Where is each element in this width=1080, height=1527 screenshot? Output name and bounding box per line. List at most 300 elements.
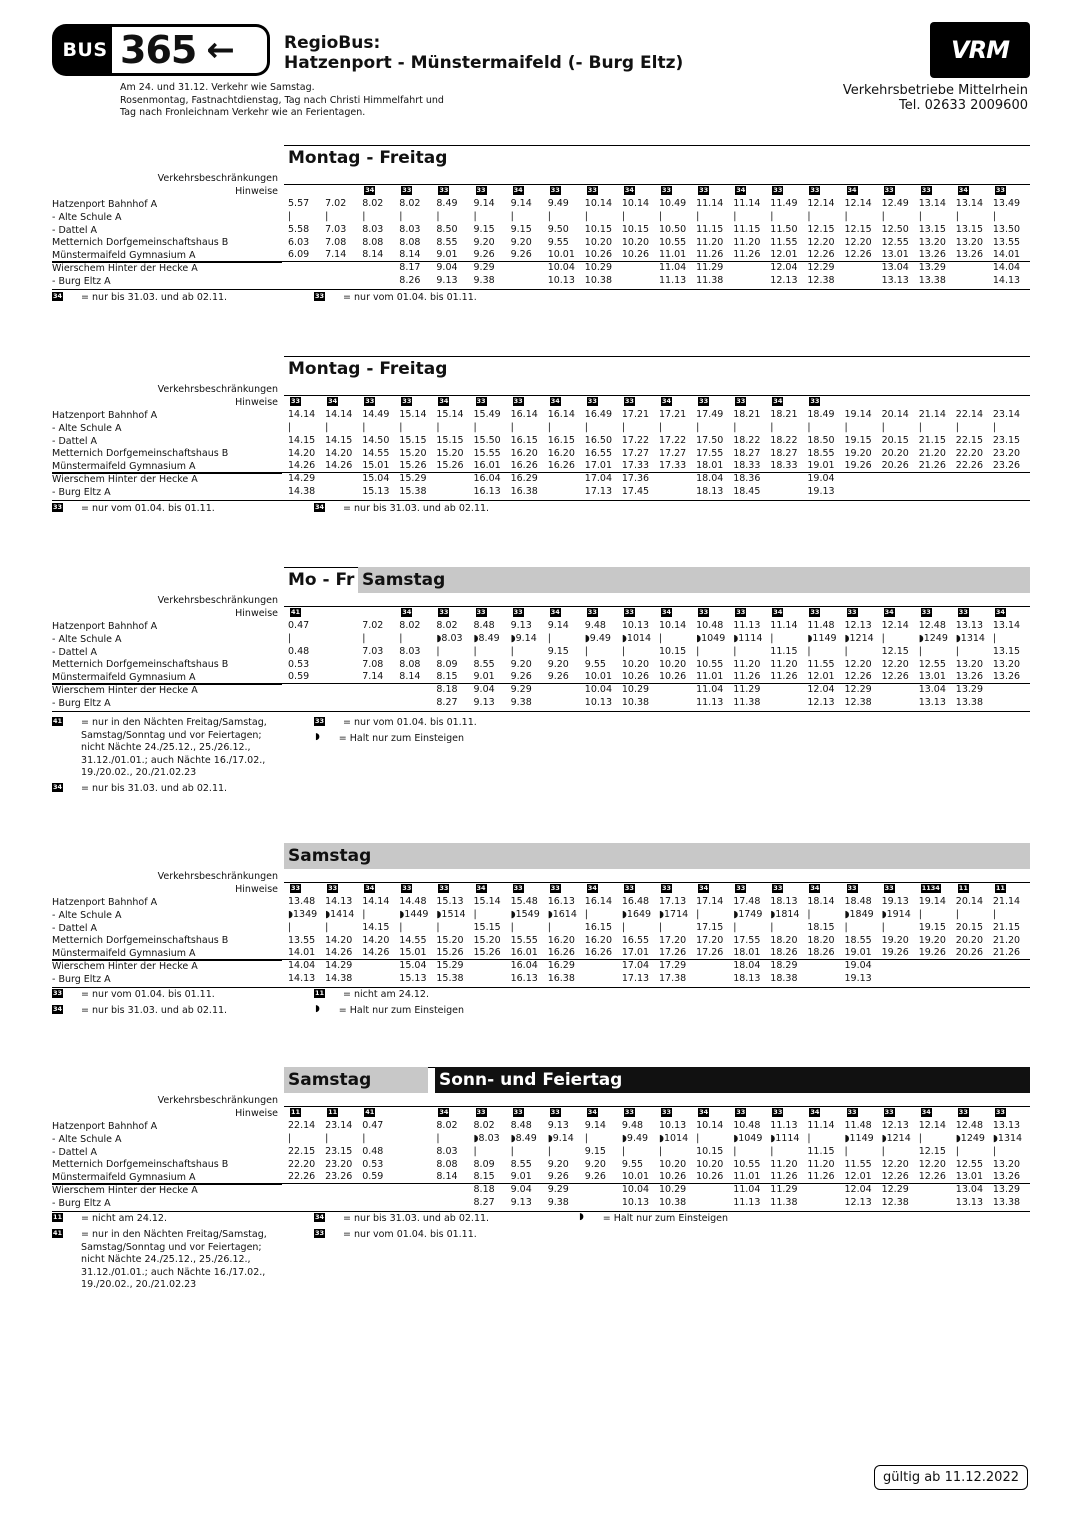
time-cell: 16.01 [510,947,538,959]
time-cell: | [955,645,959,657]
time-cell: 9.26 [510,249,532,261]
time-cell: 8.49 [436,197,458,209]
restriction-badge: 41 [365,1108,375,1116]
time-cell: 14.26 [325,460,353,472]
time-cell: 10.13 [547,275,575,287]
note-cell [622,607,658,620]
note-cell [325,396,361,409]
note-cell [993,883,1029,896]
logo-text: VRM [951,36,1009,64]
time-cell: 13.01 [955,1171,983,1183]
restriction-badge: 34 [699,884,709,892]
time-cell: ◗1814 [770,908,800,920]
time-cell: 7.02 [362,619,384,631]
time-cell: | [362,908,366,920]
legend-badge: ◗ [579,1212,584,1222]
time-cell: 14.26 [325,947,353,959]
time-cell: 8.08 [399,236,421,248]
time-cell: 9.20 [584,1158,606,1170]
time-cell: 10.13 [621,619,650,631]
time-cell: 5.57 [288,197,310,209]
time-cell: 16.26 [547,947,575,959]
restriction-badge: 33 [736,397,746,405]
note-cell [882,883,918,896]
time-cell: 11.55 [844,1158,872,1170]
time-cell: 16.14 [584,895,612,907]
time-cell: 11.01 [696,671,724,683]
stop-name: Münstermaifeld Gymnasium A [52,250,282,263]
restriction-badge: 34 [550,397,560,405]
time-cell: 12.26 [807,249,835,261]
legend-item [314,1229,614,1242]
service-note: Am 24. und 31.12. Verkehr wie Samstag. [120,82,315,93]
bus-label: BUS [62,39,108,61]
time-cell: 11.01 [733,1171,761,1183]
time-cell: 10.55 [733,1158,761,1170]
restriction-badge: 33 [291,884,301,892]
time-cell: ◗1214 [844,632,874,644]
time-cell: 18.38 [770,973,798,985]
bus-badge [52,24,118,76]
restriction-badge: 34 [773,608,783,616]
time-cell: 19.26 [881,947,909,959]
time-cell: ◗1249 [955,1132,985,1144]
restriction-badge: 33 [624,884,634,892]
bottom-rule [52,289,1030,290]
time-cell: ◗9.14 [510,632,537,644]
day-label: Montag - Freitag [288,148,448,168]
bottom-rule [52,500,1030,501]
timetable-row [52,409,1030,422]
restriction-badge: 34 [921,1108,931,1116]
time-cell: ◗1714 [659,908,689,920]
time-cell: 8.02 [436,1119,458,1131]
restriction-badge: 34 [476,884,486,892]
time-cell: | [584,645,588,657]
note-cell [956,883,992,896]
time-cell: 8.27 [473,1197,495,1209]
time-cell: 16.13 [510,973,538,985]
time-cell: 12.13 [807,697,835,709]
legend-text: = nur in den Nächten Freitag/Samstag, Samstag/Sonntag und vor Feiertagen; nicht Nächte 24./25.12., 25./26.12., 31.12./01.01.; auch Nächte 16./17.02., 19./20.02., 20./21.02.23 [81,717,267,778]
timetable-1 [52,145,1030,288]
time-cell: 14.14 [362,895,390,907]
time-cell: 18.48 [844,895,872,907]
time-cell: 14.38 [325,973,353,985]
restriction-badge: 34 [736,186,746,194]
time-cell: | [362,421,366,433]
time-cell: | [770,1145,774,1157]
restriction-badge: 33 [921,608,931,616]
time-cell: 16.38 [547,973,575,985]
note-cell [807,607,843,620]
time-cell: 12.38 [881,1197,909,1209]
time-cell: 16.49 [584,408,612,420]
stop-name: - Dattel A [52,224,98,236]
time-cell: 9.55 [621,1158,644,1170]
timetable-row [52,1197,1030,1210]
time-cell: 13.13 [992,1119,1021,1131]
time-cell: 12.13 [844,1197,872,1209]
time-cell: 10.38 [621,697,650,709]
restriction-badge: 33 [847,1108,857,1116]
time-cell: 11.15 [807,1145,835,1157]
time-cell: 16.13 [473,486,501,498]
time-cell: ◗8.03 [473,1132,500,1144]
time-cell: 10.55 [696,658,724,670]
time-cell: 15.01 [362,460,390,472]
time-cell: 18.13 [733,973,761,985]
time-cell: 15.48 [510,895,538,907]
time-cell: 10.48 [696,619,724,631]
time-cell: 11.14 [733,197,761,209]
restriction-badge: 33 [736,608,746,616]
time-cell: ◗8.49 [473,632,500,644]
restriction-badge: 34 [513,186,523,194]
restriction-badge: 33 [624,397,634,405]
time-cell: 13.38 [918,275,946,287]
stop-name: Metternich Dorfgemeinschaftshaus B [52,935,229,947]
restriction-badge: 33 [662,884,672,892]
time-cell: | [955,908,959,920]
time-cell: 19.20 [881,934,909,946]
timetable-row [52,473,1030,486]
time-cell: ◗1449 [399,908,429,920]
time-cell: 15.04 [399,960,427,972]
note-cell [919,607,955,620]
time-cell: 13.04 [955,1184,983,1196]
timetable-row [52,646,1030,659]
time-cell: ◗1149 [807,632,837,644]
time-cell: 9.14 [547,619,569,631]
timetable-row [52,973,1030,986]
time-cell: 17.26 [659,947,687,959]
note-cell [659,1107,695,1120]
time-cell: 10.14 [659,619,687,631]
restriction-badge: 33 [810,608,820,616]
time-cell: 23.20 [992,447,1021,459]
time-cell: 16.20 [547,447,575,459]
time-cell: 12.48 [918,619,946,631]
time-cell: 16.20 [547,934,575,946]
time-cell: 18.33 [733,460,761,472]
time-cell: 12.20 [918,1158,946,1170]
time-cell: 14.29 [288,473,316,485]
note-cell [325,883,361,896]
time-cell: 18.14 [807,895,835,907]
legend-text: = nur bis 31.03. und ab 02.11. [343,1213,490,1224]
note-cell [807,396,843,409]
vrm-logo [930,22,1030,78]
note-cell [845,185,881,198]
time-cell: 14.49 [362,408,390,420]
time-cell: 12.26 [844,671,872,683]
time-cell: 17.27 [621,447,650,459]
time-cell: | [918,645,922,657]
time-cell: 11.50 [770,223,798,235]
time-cell: 15.15 [473,921,501,933]
timetable-row [52,435,1030,448]
time-cell: 19.13 [881,895,909,907]
legend-item [314,717,614,730]
time-cell: ◗1349 [288,908,318,920]
time-cell: 9.29 [510,684,532,696]
legend-badge: 34 [53,1005,63,1013]
time-cell: 13.04 [918,684,946,696]
time-cell: 18.04 [733,960,761,972]
time-cell: ◗1849 [844,908,874,920]
time-cell: 20.14 [955,895,983,907]
legend-item [314,989,614,1002]
time-cell: 10.20 [659,658,687,670]
stop-name: - Dattel A [52,646,98,658]
time-cell: | [918,1132,922,1144]
time-cell: 19.26 [918,947,946,959]
time-cell: 12.13 [770,275,798,287]
restriction-badge: 33 [587,608,597,616]
time-cell: | [584,908,588,920]
timetable-3 [52,567,1030,710]
time-cell: 12.20 [881,658,909,670]
restriction-badge: 34 [587,884,597,892]
restriction-badge: 33 [884,884,894,892]
note-cell [436,607,472,620]
note-cell [659,883,695,896]
time-cell: 18.04 [696,473,724,485]
time-cell: 10.01 [547,249,575,261]
note-cell [696,396,732,409]
time-cell: | [473,1145,477,1157]
legend-badge: 34 [315,1213,325,1221]
time-cell: 13.13 [955,619,983,631]
time-cell: ◗1614 [547,908,577,920]
time-cell: 17.04 [621,960,650,972]
time-cell: 10.15 [621,223,650,235]
time-cell: 20.14 [881,408,909,420]
time-cell: 8.15 [436,671,458,683]
time-cell: | [362,1132,366,1144]
restriction-badge: 33 [662,1108,672,1116]
timetable-row [52,1146,1030,1159]
time-cell: ◗1314 [955,632,985,644]
time-cell: 17.14 [696,895,724,907]
note-cell [474,883,510,896]
time-cell: ◗1014 [621,632,652,644]
route-title [284,33,683,73]
time-cell: | [733,210,737,222]
time-cell: 8.48 [510,1119,532,1131]
time-cell: 11.13 [733,1197,761,1209]
time-cell: 14.13 [992,275,1021,287]
note-cell [399,883,435,896]
restriction-badge: 34 [662,608,672,616]
note-cell [362,1107,398,1120]
restriction-badge: 33 [699,397,709,405]
time-cell: | [733,921,737,933]
time-cell: 23.14 [992,408,1021,420]
line-number: 365 [120,28,197,72]
restriction-badge: 33 [624,608,634,616]
time-cell: 9.26 [510,671,532,683]
note-cell [807,1107,843,1120]
note-cell [585,185,621,198]
time-cell: 17.26 [696,947,724,959]
time-cell: 16.14 [547,408,575,420]
timetable-row [52,422,1030,435]
time-cell: 9.55 [584,658,606,670]
timetable-row [52,262,1030,275]
note-cell [956,1107,992,1120]
time-cell: 17.50 [696,434,724,446]
restriction-badge: 34 [439,1108,449,1116]
timetable-row [52,448,1030,461]
time-cell: | [473,421,477,433]
time-cell: 0.59 [288,671,310,683]
time-cell: 18.21 [733,408,761,420]
stop-name: Hatzenport Bahnhof A [52,620,158,632]
time-cell: 9.04 [436,262,458,274]
note-cell [585,607,621,620]
time-cell: | [659,921,663,933]
time-cell: ◗1549 [510,908,540,920]
time-cell: 19.20 [918,934,946,946]
restriction-badge: 34 [958,186,968,194]
note-cell [807,883,843,896]
timetable-row [52,198,1030,211]
timetable-row [52,935,1030,948]
note-cell [882,607,918,620]
time-cell: 7.08 [362,658,384,670]
restriction-badge: 34 [773,397,783,405]
time-cell: 13.26 [918,249,946,261]
legend-text: = Halt nur zum Einsteigen [602,1213,729,1224]
time-cell: 19.04 [807,473,835,485]
time-cell: 0.53 [288,658,310,670]
time-cell: | [510,921,514,933]
time-cell: 16.38 [510,486,538,498]
note-cell [993,1107,1029,1120]
time-cell: 9.55 [547,236,569,248]
time-cell: 13.20 [955,236,983,248]
note-cell [733,1107,769,1120]
note-cell [325,1107,361,1120]
time-cell: 18.50 [807,434,835,446]
restriction-badge: 33 [513,1108,523,1116]
time-cell: | [288,1132,292,1144]
time-cell: 15.29 [399,473,427,485]
time-cell: 10.13 [659,1119,687,1131]
restriction-badge: 33 [958,1108,968,1116]
time-cell: 12.20 [844,658,872,670]
legend-badge: 33 [53,503,63,511]
timetable-row [52,249,1030,262]
time-cell: 18.13 [696,486,724,498]
time-cell: 10.20 [621,658,650,670]
time-cell: 17.49 [696,408,724,420]
time-cell: ◗1749 [733,908,763,920]
time-cell: | [696,908,700,920]
time-cell: 17.29 [659,960,687,972]
note-cell [474,607,510,620]
restriction-badge: 33 [773,884,783,892]
time-cell: 10.49 [659,197,687,209]
time-cell: ◗1049 [733,1132,763,1144]
time-cell: 12.15 [881,645,909,657]
times-grid [52,396,1030,499]
legend-badge: 33 [53,989,63,997]
time-cell: 8.09 [473,1158,495,1170]
note-cell [511,1107,547,1120]
time-cell: 9.15 [510,223,532,235]
time-cell: 15.13 [399,973,427,985]
time-cell: 20.20 [881,447,909,459]
time-cell: | [584,421,588,433]
time-cell: 18.27 [770,447,798,459]
time-cell: 0.48 [362,1145,384,1157]
time-cell: 17.33 [659,460,687,472]
note-cell [622,185,658,198]
time-cell: | [696,210,700,222]
legend-text: = nur vom 01.04. bis 01.11. [81,989,215,1000]
note-cell [585,1107,621,1120]
time-cell: 18.22 [770,434,798,446]
legend-item [52,292,302,305]
note-cell [696,1107,732,1120]
time-cell: 15.15 [436,434,464,446]
time-cell: 9.26 [584,1171,606,1183]
time-cell: 5.58 [288,223,310,235]
time-cell: 21.26 [992,947,1021,959]
legend-item [52,1229,282,1292]
note-cell [919,883,955,896]
time-cell: 15.55 [510,934,538,946]
time-cell: | [325,1132,329,1144]
legend-text: = Halt nur zum Einsteigen [338,1005,465,1016]
legend-text: = Halt nur zum Einsteigen [338,733,465,744]
time-cell: | [288,421,292,433]
direction-arrow-icon: ← [206,30,235,70]
timetable-row [52,896,1030,909]
time-cell: 8.03 [399,223,421,235]
time-cell: 20.15 [955,921,983,933]
time-cell: 15.38 [399,486,427,498]
timetable-row [52,237,1030,250]
time-cell: 7.03 [325,223,347,235]
legend-badge: 34 [315,503,325,511]
legend-text: = nur vom 01.04. bis 01.11. [81,503,215,514]
time-cell: 8.14 [436,1171,458,1183]
time-cell: 22.15 [288,1145,316,1157]
stop-name: Münstermaifeld Gymnasium A [52,948,282,961]
time-cell: 16.50 [584,434,612,446]
time-cell: ◗1314 [992,1132,1023,1144]
time-cell: | [696,421,700,433]
time-cell: | [844,921,848,933]
restriction-badge: 33 [550,884,560,892]
time-cell: 15.14 [399,408,427,420]
time-cell: | [659,210,663,222]
time-cell: 13.26 [955,671,983,683]
time-cell: 13.14 [918,197,946,209]
time-cell: 11.26 [733,671,761,683]
time-cell: 15.38 [436,973,464,985]
time-cell: | [473,210,477,222]
legend-text: = nur bis 31.03. und ab 02.11. [81,783,228,794]
time-cell: 14.13 [288,973,316,985]
restriction-badge: 34 [365,884,375,892]
timetable-row [52,633,1030,646]
time-cell: 8.08 [399,658,421,670]
